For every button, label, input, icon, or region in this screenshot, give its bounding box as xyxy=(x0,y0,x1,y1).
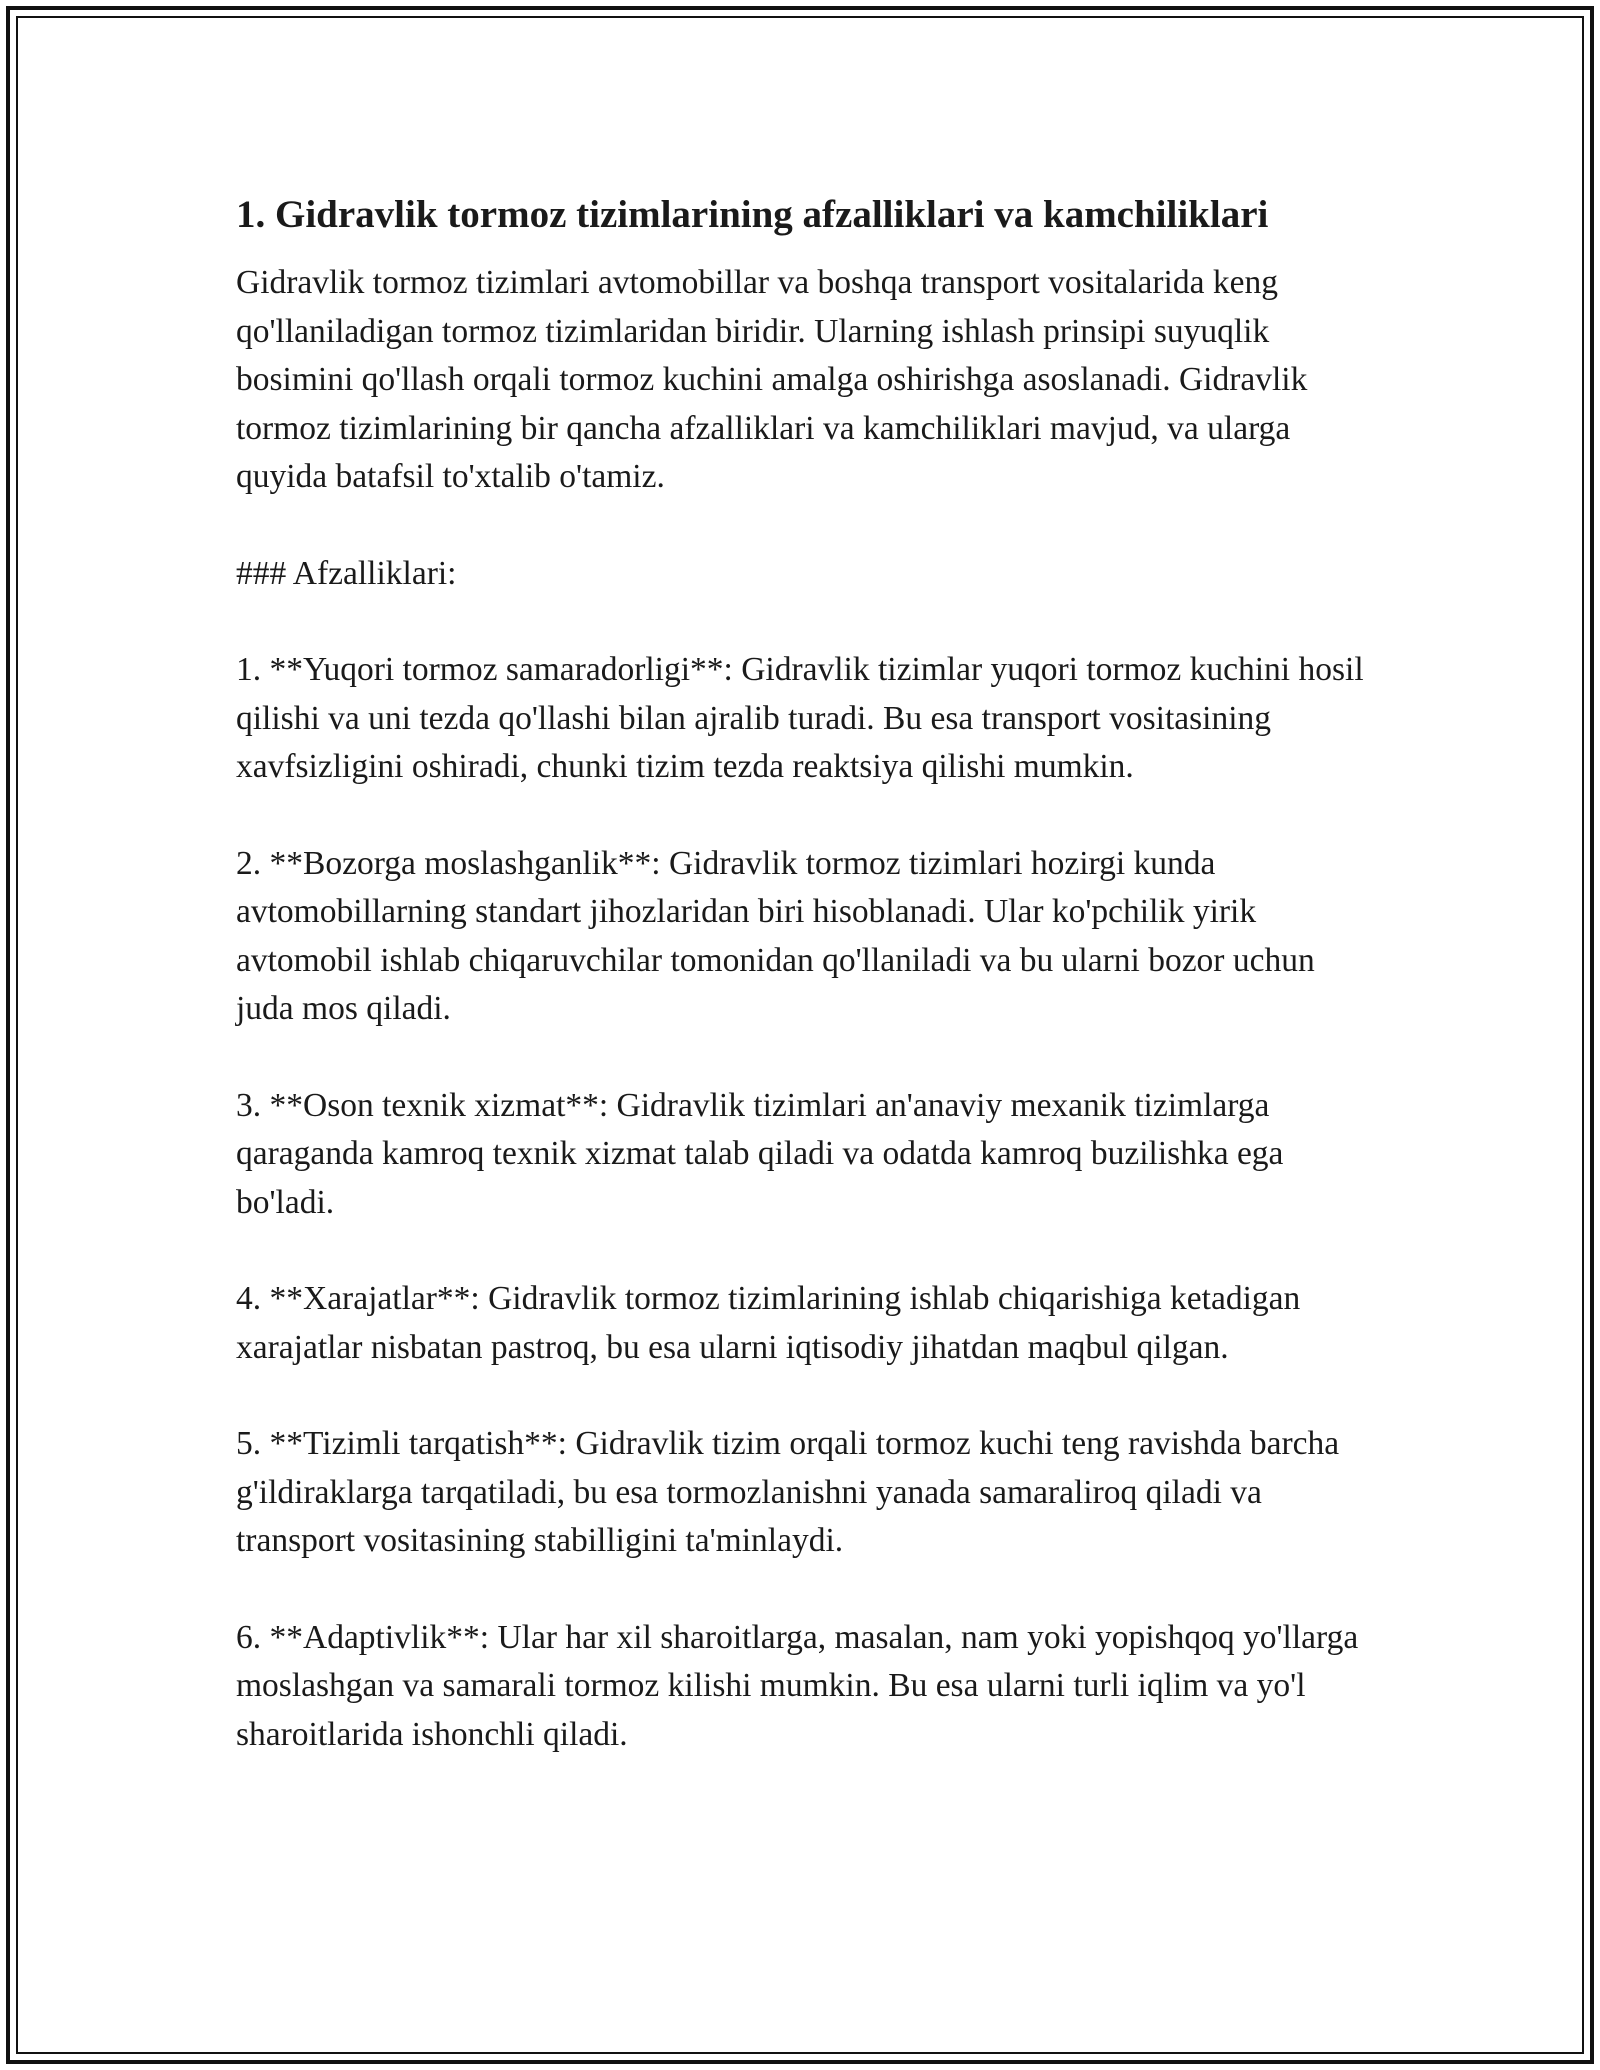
intro-paragraph: Gidravlik tormoz tizimlari avtomobillar va boshqa transport vositalarida keng qo'llaniladigan tormoz tizimlaridan biridir. Ularning ishlash prinsipi suyuqlik bosimini qo'llash orqali tormoz kuchini amalga oshirishga asoslanadi. Gidravlik tormoz tizimlarining bir qancha afzalliklari va kamchiliklari mavjud, va ularga quyida batafsil to'xtalib o'tamiz. xyxy=(236,264,1308,495)
document-heading: 1. Gidravlik tormoz tizimlarining afzalliklari va kamchiliklari xyxy=(236,193,1269,236)
list-item: 1. **Yuqori tormoz samaradorligi**: Gidravlik tizimlar yuqori tormoz kuchini hosil qilishi va uni tezda qo'llashi bilan ajralib turadi. Bu esa transport vositasining xavfsizligini oshiradi, chunki tizim tezda reaktsiya qilishi mumkin. xyxy=(236,651,1364,785)
document-body xyxy=(236,185,1366,1807)
section-subheading: ### Afzalliklari: xyxy=(236,554,457,592)
list-item: 5. **Tizimli tarqatish**: Gidravlik tizim orqali tormoz kuchi teng ravishda barcha g'ildiraklarga tarqatiladi, bu esa tormozlanishni yanada samaraliroq qiladi va transport vositasining stabilligini ta'minlaydi. xyxy=(236,1425,1340,1559)
list-item: 3. **Oson texnik xizmat**: Gidravlik tizimlari an'anaviy mexanik tizimlarga qaraganda kamroq texnik xizmat talab qiladi va odatda kamroq buzilishka ega bo'ladi. xyxy=(236,1086,1284,1221)
list-item: 6. **Adaptivlik**: Ular har xil sharoitlarga, masalan, nam yoki yopishqoq yo'llarga moslashgan va samarali tormoz kilishi mumkin. Bu esa ularni turli iqlim va yo'l sharoitlarida ishonchli qiladi. xyxy=(236,1618,1359,1753)
list-item: 2. **Bozorga moslashganlik**: Gidravlik tormoz tizimlari hozirgi kunda avtomobillarning standart jihozlaridan biri hisoblanadi. Ular ko'pchilik yirik avtomobil ishlab chiqaruvchilar tomonidan qo'llaniladi va bu ularni bozor uchun juda mos qiladi. xyxy=(236,844,1315,1027)
list-item: 4. **Xarajatlar**: Gidravlik tormoz tizimlarining ishlab chiqarishiga ketadigan xarajatlar nisbatan pastroq, bu esa ularni iqtisodiy jihatdan maqbul qilgan. xyxy=(236,1280,1301,1366)
